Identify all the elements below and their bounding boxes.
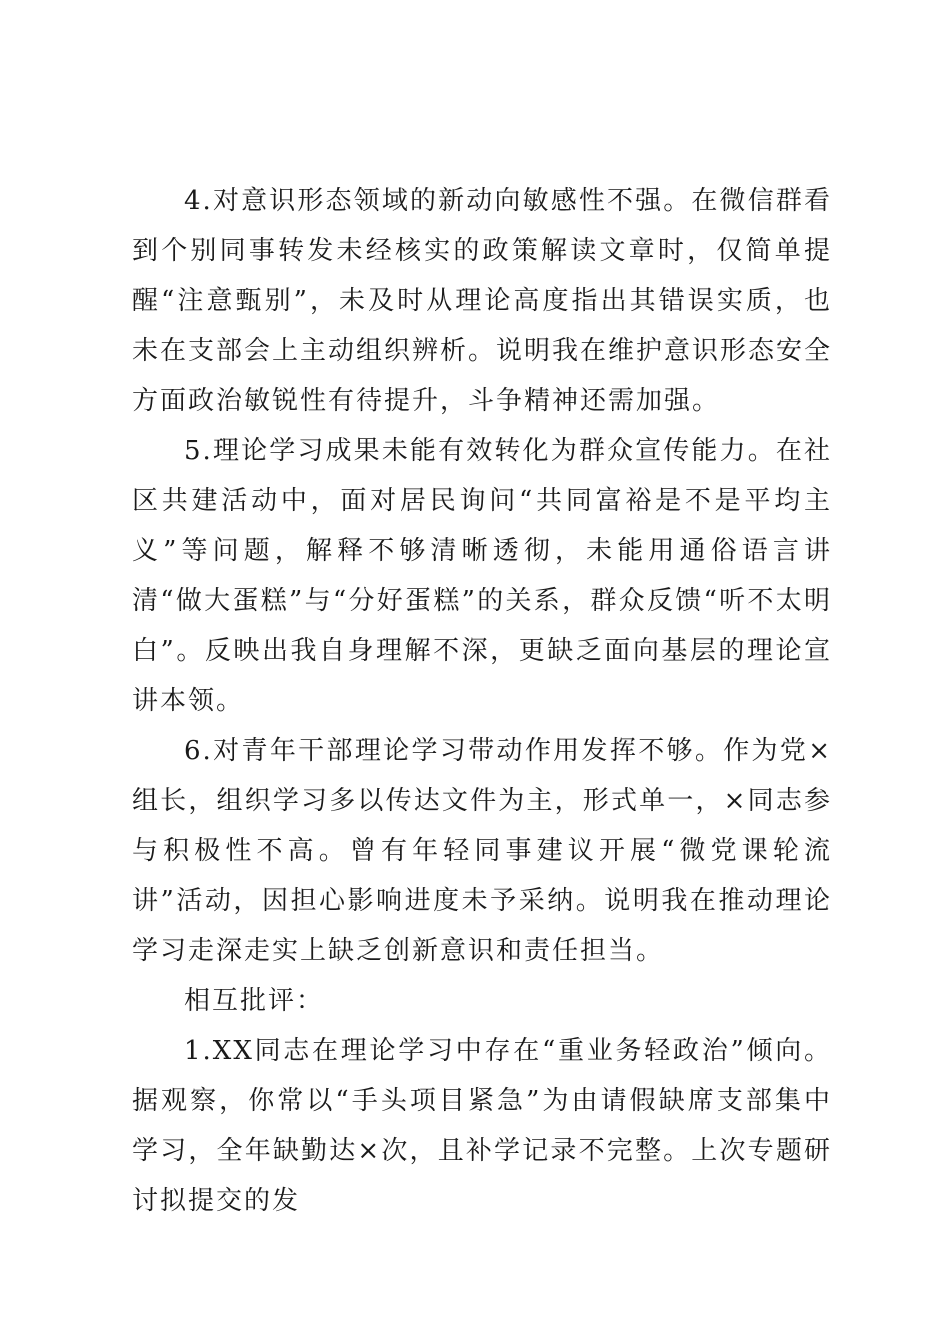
paragraph-criticism-1: 1.XX同志在理论学习中存在“重业务轻政治”倾向。据观察，你常以“手头项目紧急”为由请假缺席支部集中学习，全年缺勤达×次，且补学记录不完整。上次专题研讨拟提交的发 bbox=[132, 1036, 832, 1216]
paragraph-item-6: 6.对青年干部理论学习带动作用发挥不够。作为党×组长，组织学习多以传达文件为主，形式单一，×同志参与积极性不高。曾有年轻同事建议开展“微党课轮流讲”活动，因担心影响进度未予采纳。说明我在推动理论学习走深走实上缺乏创新意识和责任担当。 bbox=[132, 736, 832, 966]
document-body bbox=[132, 176, 832, 1226]
section-heading-mutual-criticism: 相互批评： bbox=[184, 986, 325, 1016]
paragraph-item-5: 5.理论学习成果未能有效转化为群众宣传能力。在社区共建活动中，面对居民询问“共同富裕是不是平均主义”等问题，解释不够清晰透彻，未能用通俗语言讲清“做大蛋糕”与“分好蛋糕”的关系，群众反馈“听不太明白”。反映出我自身理解不深，更缺乏面向基层的理论宣讲本领。 bbox=[132, 436, 832, 716]
paragraph-item-4: 4.对意识形态领域的新动向敏感性不强。在微信群看到个别同事转发未经核实的政策解读文章时，仅简单提醒“注意甄别”，未及时从理论高度指出其错误实质，也未在支部会上主动组织辨析。说明我在维护意识形态安全方面政治敏锐性有待提升，斗争精神还需加强。 bbox=[132, 186, 833, 416]
